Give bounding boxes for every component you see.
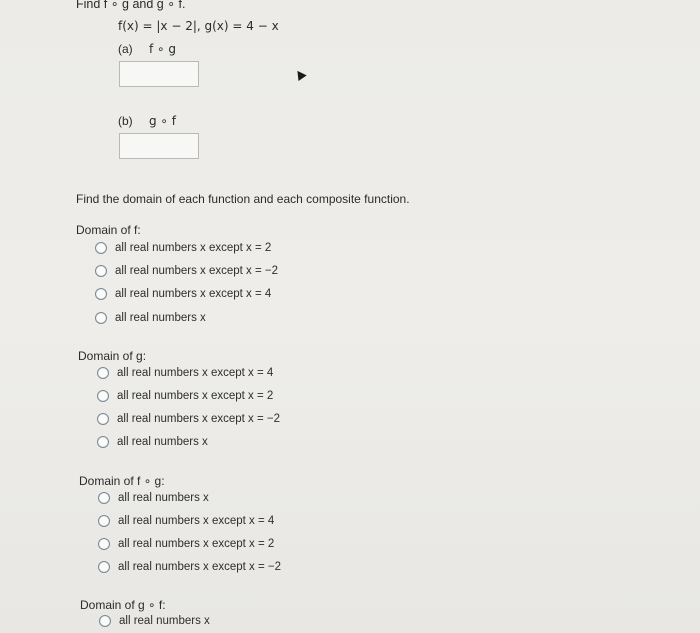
option-label: all real numbers x except x = 4 bbox=[115, 288, 272, 300]
option-label: all real numbers x except x = 2 bbox=[118, 538, 275, 550]
part-b-answer-input[interactable] bbox=[119, 133, 199, 159]
domain-fog-option-3[interactable] bbox=[98, 536, 274, 552]
radio-icon[interactable] bbox=[97, 413, 109, 425]
domain-fog-title: Domain of f ∘ g: bbox=[79, 474, 165, 488]
radio-icon[interactable] bbox=[95, 312, 107, 324]
domain-g-option-3[interactable] bbox=[97, 411, 280, 427]
option-label: all real numbers x except x = −2 bbox=[118, 561, 281, 573]
radio-icon[interactable] bbox=[97, 436, 109, 448]
radio-icon[interactable] bbox=[98, 561, 110, 573]
domain-gof-title: Domain of g ∘ f: bbox=[80, 598, 166, 612]
radio-icon[interactable] bbox=[97, 367, 109, 379]
domain-f-title: Domain of f: bbox=[76, 223, 141, 237]
part-a-expression: f ∘ g bbox=[149, 42, 176, 56]
option-label: all real numbers x except x = 4 bbox=[118, 515, 275, 527]
option-label: all real numbers x except x = −2 bbox=[115, 265, 278, 277]
domain-gof-option-1[interactable] bbox=[99, 613, 210, 629]
domain-prompt: Find the domain of each function and each composite function. bbox=[76, 192, 410, 206]
domain-fog-option-2[interactable] bbox=[98, 513, 274, 529]
part-b-label: (b) bbox=[118, 114, 133, 128]
radio-icon[interactable] bbox=[97, 390, 109, 402]
part-a-answer-input[interactable] bbox=[119, 61, 199, 87]
option-label: all real numbers x except x = 2 bbox=[115, 242, 272, 254]
domain-g-option-1[interactable] bbox=[97, 365, 273, 381]
domain-f-option-2[interactable] bbox=[95, 263, 278, 279]
option-label: all real numbers x except x = 2 bbox=[117, 390, 274, 402]
part-b-expression: g ∘ f bbox=[149, 114, 176, 128]
domain-g-title: Domain of g: bbox=[78, 349, 147, 363]
radio-icon[interactable] bbox=[95, 242, 107, 254]
domain-f-option-4[interactable] bbox=[95, 310, 206, 326]
option-label: all real numbers x bbox=[117, 436, 208, 448]
option-label: all real numbers x except x = −2 bbox=[117, 413, 280, 425]
domain-g-option-2[interactable] bbox=[97, 388, 273, 404]
question-prompt: Find f ∘ g and g ∘ f. bbox=[76, 0, 186, 11]
option-label: all real numbers x except x = 4 bbox=[117, 367, 274, 379]
domain-g-option-4[interactable] bbox=[97, 434, 208, 450]
domain-f-option-1[interactable] bbox=[95, 240, 271, 256]
option-label: all real numbers x bbox=[115, 312, 206, 324]
domain-f-option-3[interactable] bbox=[95, 286, 271, 302]
radio-icon[interactable] bbox=[99, 615, 111, 627]
option-label: all real numbers x bbox=[119, 615, 210, 627]
radio-icon[interactable] bbox=[98, 515, 110, 527]
mouse-cursor-icon bbox=[293, 68, 306, 81]
part-a-label: (a) bbox=[118, 42, 133, 56]
function-definitions: f(x) = |x − 2|, g(x) = 4 − x bbox=[118, 19, 279, 33]
radio-icon[interactable] bbox=[95, 265, 107, 277]
option-label: all real numbers x bbox=[118, 492, 209, 504]
radio-icon[interactable] bbox=[98, 538, 110, 550]
radio-icon[interactable] bbox=[98, 492, 110, 504]
domain-fog-option-4[interactable] bbox=[98, 559, 281, 575]
radio-icon[interactable] bbox=[95, 288, 107, 300]
domain-fog-option-1[interactable] bbox=[98, 490, 209, 506]
